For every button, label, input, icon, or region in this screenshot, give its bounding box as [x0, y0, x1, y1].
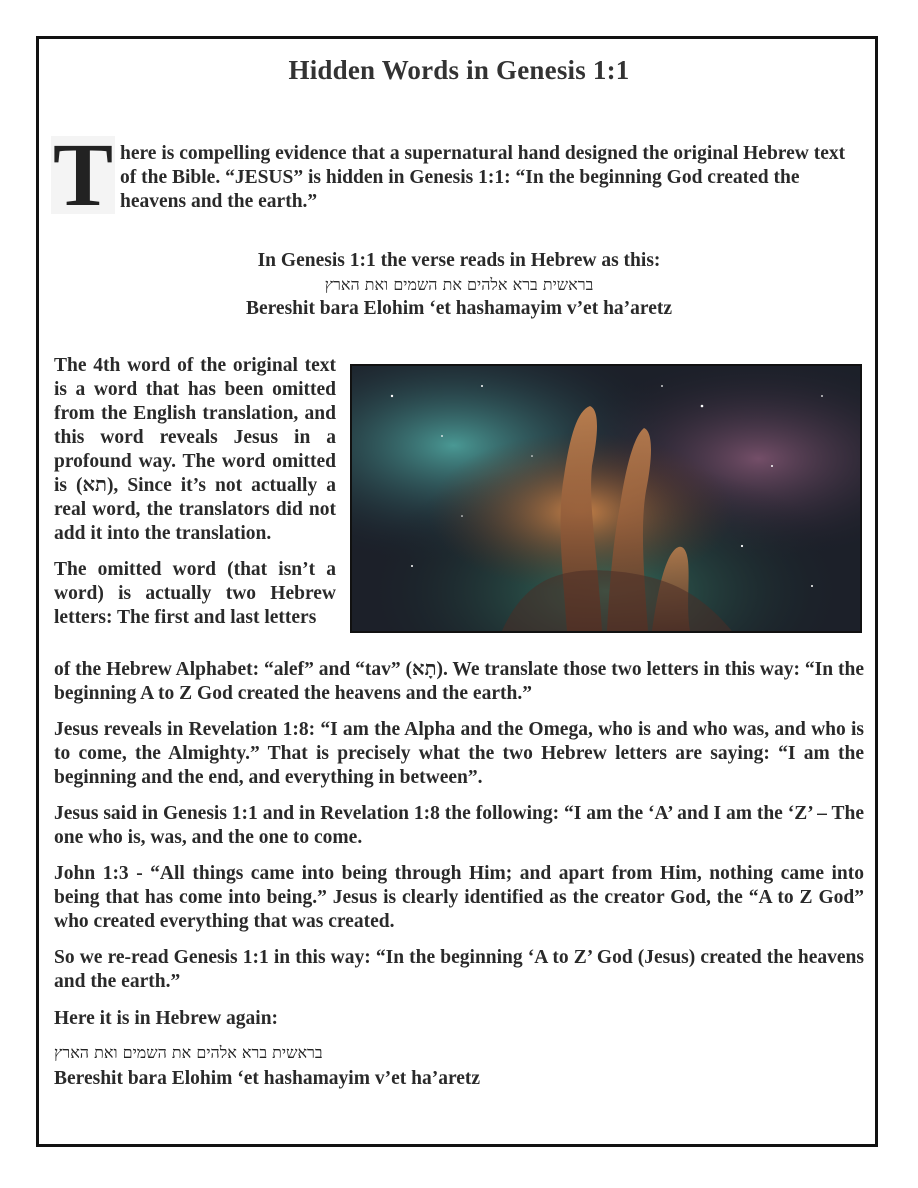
verse-hebrew: בראשית ברא אלהים את השמים ואת הארץ [324, 275, 594, 294]
paragraph-alef-tav: of the Hebrew Alphabet: “alef” and “tav” (תָא). We translate those two letters in this way: “In the beginning A to Z God created the heavens and the earth.” [54, 659, 864, 704]
left-column [54, 354, 336, 642]
paragraph-john: John 1:3 - “All things came into being through Him; and apart from Him, nothing came into being that has come into being.” Jesus is clearly identified as the creator God, the “A to Z God” who created everything that was created. [54, 863, 864, 932]
nebula-illustration [352, 366, 860, 631]
closing-hebrew: בראשית ברא אלהים את השמים ואת הארץ [54, 1043, 323, 1062]
drop-cap: T [52, 126, 114, 225]
page-title: Hidden Words in Genesis 1:1 [288, 55, 630, 85]
paragraph-reread: So we re-read Genesis 1:1 in this way: “In the beginning ‘A to Z’ God (Jesus) created the heavens and the earth.” [54, 947, 864, 992]
verse-transliteration: Bereshit bara Elohim ‘et hashamayim v’et ha’aretz [245, 298, 673, 319]
paragraph-two-letters-start: The omitted word (that isn’t a word) is actually two Hebrew letters: The first and last letters [54, 559, 336, 628]
intro-text: here is compelling evidence that a supernatural hand designed the original Hebrew text of the Bible. “JESUS” is hidden in Genesis 1:1: “In the beginning God created the heavens and the earth.” [120, 143, 846, 212]
paragraph-hebrew-again: Here it is in Hebrew again: [54, 1008, 279, 1029]
nebula-image [350, 364, 862, 633]
verse-block [0, 249, 918, 321]
paragraph-omitted-word: The 4th word of the original text is a word that has been omitted from the English translation, and this word reveals Jesus in a profound way. The word omitted is (תא), Since it’s not actually a real word, the translators did not add it into the translation. [54, 355, 336, 544]
closing-transliteration: Bereshit bara Elohim ‘et hashamayim v’et ha’aretz [54, 1068, 481, 1089]
verse-intro-line: In Genesis 1:1 the verse reads in Hebrew as this: [257, 250, 661, 271]
paragraph-a-and-z: Jesus said in Genesis 1:1 and in Revelation 1:8 the following: “I am the ‘A’ and I am the ‘Z’ – The one who is, was, and the one to come. [54, 803, 864, 848]
intro-paragraph [52, 126, 862, 225]
paragraph-revelation: Jesus reveals in Revelation 1:8: “I am the Alpha and the Omega, who is and who was, and who is to come, the Almighty.” That is precisely what the two Hebrew letters are saying: “I am the beginning and the end, and everything in between”. [54, 719, 864, 788]
